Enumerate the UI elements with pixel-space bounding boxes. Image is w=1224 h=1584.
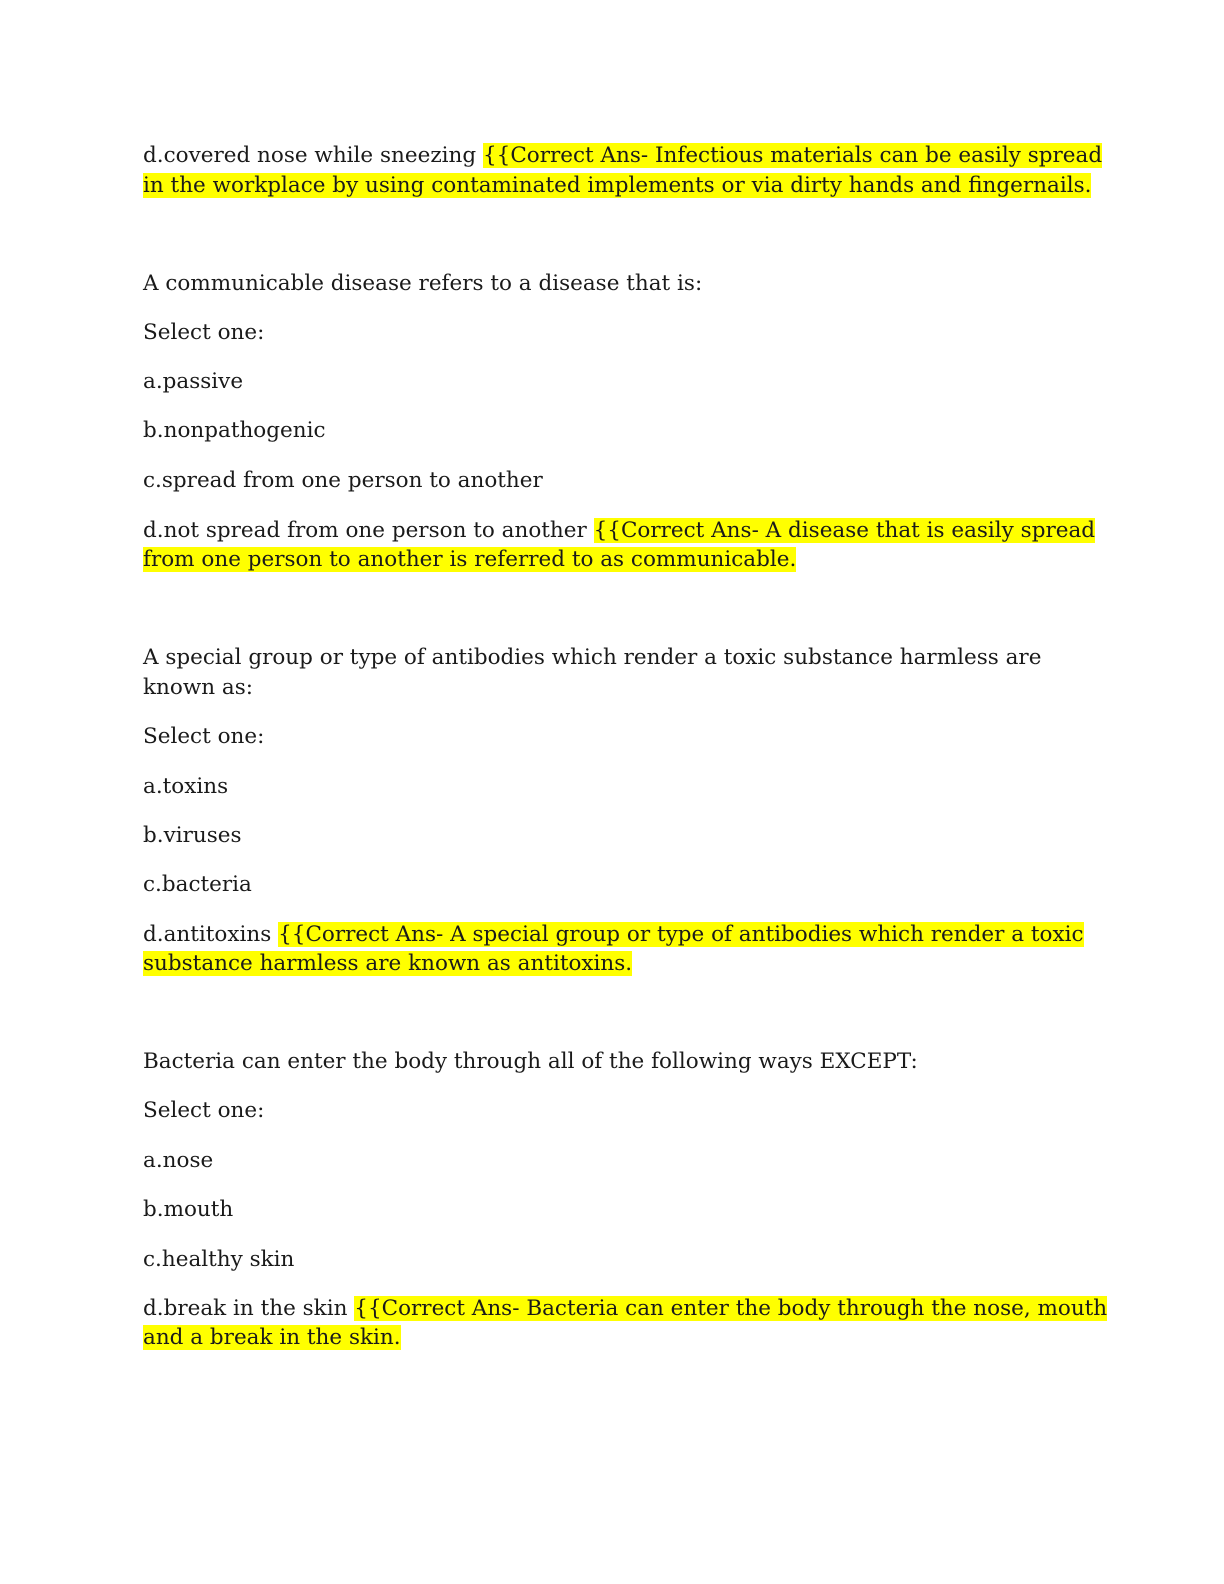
question-text: A communicable disease refers to a disease that is:: [143, 271, 703, 296]
correct-answer-note: {{Correct Ans- Bacteria can enter the body through the nose, mouth: [354, 1296, 1108, 1321]
answer-option: d.antitoxins: [143, 922, 279, 947]
option-c: c.healthy skin: [143, 1247, 295, 1272]
question-text: known as:: [143, 675, 253, 700]
select-one-label: Select one:: [143, 320, 265, 345]
correct-answer-note: {{Correct Ans- Infectious materials can be easily spread: [482, 143, 1103, 168]
select-one-label: Select one:: [143, 1098, 265, 1123]
option-b: b.viruses: [143, 823, 242, 848]
question-text: Bacteria can enter the body through all of the following ways EXCEPT:: [143, 1049, 918, 1074]
answer-line: [143, 516, 1095, 546]
answer-line: [143, 920, 1084, 950]
select-one-label: Select one:: [143, 724, 265, 749]
correct-answer-note: {{Correct Ans- A special group or type of antibodies which render a toxic: [278, 922, 1084, 947]
answer-line: [143, 141, 1102, 171]
correct-answer-note: and a break in the skin.: [143, 1325, 401, 1350]
option-b: b.nonpathogenic: [143, 418, 326, 443]
answer-option: d.break in the skin: [143, 1296, 355, 1321]
option-a: a.nose: [143, 1148, 214, 1173]
correct-answer-note: in the workplace by using contaminated implements or via dirty hands and fingernails.: [143, 173, 1092, 198]
answer-line: [143, 1323, 401, 1353]
option-b: b.mouth: [143, 1197, 234, 1222]
answer-line: [143, 545, 796, 575]
answer-line: [143, 171, 1091, 201]
answer-line: [143, 949, 632, 979]
answer-option: d.covered nose while sneezing: [143, 143, 483, 168]
correct-answer-note: from one person to another is referred to as communicable.: [143, 547, 797, 572]
option-c: c.spread from one person to another: [143, 468, 543, 493]
correct-answer-note: substance harmless are known as antitoxins.: [143, 951, 633, 976]
answer-option: d.not spread from one person to another: [143, 518, 594, 543]
option-a: a.toxins: [143, 774, 229, 799]
option-c: c.bacteria: [143, 872, 252, 897]
answer-line: [143, 1294, 1107, 1324]
option-a: a.passive: [143, 369, 244, 394]
correct-answer-note: {{Correct Ans- A disease that is easily spread: [593, 518, 1096, 543]
question-text: A special group or type of antibodies which render a toxic substance harmless are: [143, 645, 1042, 670]
document-page: [143, 0, 1108, 1584]
